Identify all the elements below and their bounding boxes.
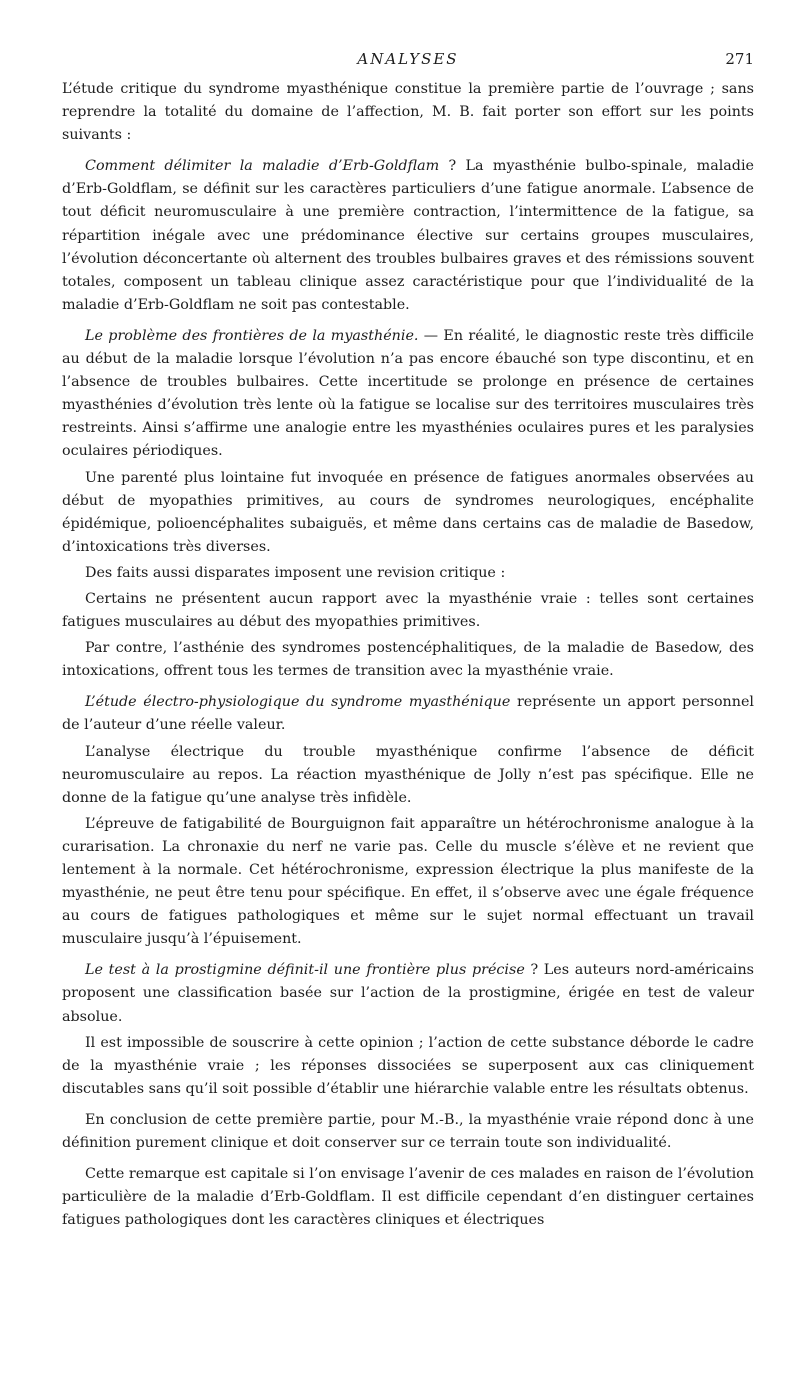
paragraph-lead: L’étude électro-physiologique du syndrome myasthénique (85, 694, 511, 711)
running-title: ANALYSES (357, 50, 459, 68)
article-body (62, 78, 754, 1232)
paragraph-lead: Le test à la prostigmine définit-il une frontière plus précise (85, 962, 525, 979)
paragraph-text: Cette remarque est capitale si l’on envisage l’avenir de ces malades en raison de l’évolution particulière de la maladie d’Erb-Goldflam. Il est difficile cependant d’en distinguer certaines fatigues pathologiques dont les caractères cliniques et électriques (62, 1166, 754, 1229)
paragraph (62, 741, 754, 810)
paragraph-text: Des faits aussi disparates imposent une revision critique : (85, 564, 506, 581)
paragraph (62, 78, 754, 147)
paragraph (62, 959, 754, 1028)
paragraph-text: ? Les auteurs nord-américains proposent une classification basée sur l’action de la prostigmine, érigée en test de valeur absolue. (62, 962, 754, 1025)
paragraph-lead: Le problème des frontières de la myasthénie. (85, 327, 419, 344)
paragraph (62, 467, 754, 559)
paragraph (62, 562, 754, 585)
paragraph-text: En conclusion de cette première partie, pour M.-B., la myasthénie vraie répond donc à une définition purement clinique et doit conserver sur ce terrain toute son individualité. (62, 1111, 754, 1152)
paragraph-text: L’analyse électrique du trouble myasthénique confirme l’absence de déficit neuromusculaire au repos. La réaction myasthénique de Jolly n’est pas spécifique. Elle ne donne de la fatigue qu’une analyse très infidèle. (62, 743, 754, 806)
paragraph (62, 691, 754, 737)
paragraph (62, 155, 754, 317)
paragraph-text: Une parenté plus lointaine fut invoquée en présence de fatigues anormales observées au début de myopathies primitives, au cours de syndromes neurologiques, encéphalite épidémique, polioencéphalites subaiguës, et même dans certains cas de maladie de Basedow, d’intoxications très diverses. (62, 469, 754, 555)
paragraph (62, 637, 754, 683)
paragraph (62, 325, 754, 464)
running-header (62, 46, 754, 74)
paragraph-lead: Comment délimiter la maladie d’Erb-Goldflam (85, 158, 440, 175)
paragraph-text: Certains ne présentent aucun rapport avec la myasthénie vraie : telles sont certaines fatigues musculaires au début des myopathies primitives. (62, 590, 754, 631)
paragraph-text: L’étude critique du syndrome myasthénique constitue la première partie de l’ouvrage ; sans reprendre la totalité du domaine de l’affection, M. B. fait porter son effort sur les points suivants : (62, 81, 754, 144)
paragraph-text: Il est impossible de souscrire à cette opinion ; l’action de cette substance déborde le cadre de la myasthénie vraie ; les réponses dissociées se superposent aux cas cliniquement discutables sans qu’il soit possible d’établir une hiérarchie valable entre les résultats obtenus. (62, 1034, 754, 1097)
paragraph (62, 813, 754, 952)
paragraph (62, 1032, 754, 1101)
paragraph (62, 1163, 754, 1232)
paragraph-text: L’épreuve de fatigabilité de Bourguignon fait apparaître un hétérochronisme analogue à la curarisation. La chronaxie du nerf ne varie pas. Celle du muscle s’élève et ne revient que lentement à la normale. Cet hétérochronisme, expression électrique la plus manifeste de la myasthénie, ne peut être tenu pour spécifique. En effet, il s’observe avec une égale fréquence au cours de fatigues pathologiques et même sur le sujet normal effectuant un travail musculaire jusqu’à l’épuisement. (62, 815, 754, 948)
paragraph (62, 1109, 754, 1155)
page-number: 271 (725, 50, 754, 68)
paragraph-text: — En réalité, le diagnostic reste très difficile au début de la maladie lorsque l’évolution n’a pas encore ébauché son type discontinu, et en l’absence de troubles bulbaires. Cette incertitude se prolonge en présence de certaines myasthénies d’évolution très lente où la fatigue se localise sur des territoires musculaires très restreints. Ainsi s’affirme une analogie entre les myasthénies oculaires pures et les paralysies oculaires périodiques. (62, 327, 754, 460)
paragraph-text: représente un apport personnel de l’auteur d’une réelle valeur. (62, 694, 754, 734)
document-page (62, 46, 754, 1235)
paragraph (62, 588, 754, 634)
paragraph-text: Par contre, l’asthénie des syndromes postencéphalitiques, de la maladie de Basedow, des intoxications, offrent tous les termes de transition avec la myasthénie vraie. (62, 640, 754, 680)
paragraph-text: ? La myasthénie bulbo-spinale, maladie d’Erb-Goldflam, se définit sur les caractères particuliers d’une fatigue anormale. L’absence de tout déficit neuromusculaire à une première contraction, l’intermittence de la fatigue, sa répartition inégale avec une prédominance élective sur certains groupes musculaires, l’évolution déconcertante où alternent des troubles bulbaires graves et des rémissions souvent totales, composent un tableau clinique assez caractéristique pour que l’individualité de la maladie d’Erb-Goldflam ne soit pas contestable. (62, 158, 754, 313)
